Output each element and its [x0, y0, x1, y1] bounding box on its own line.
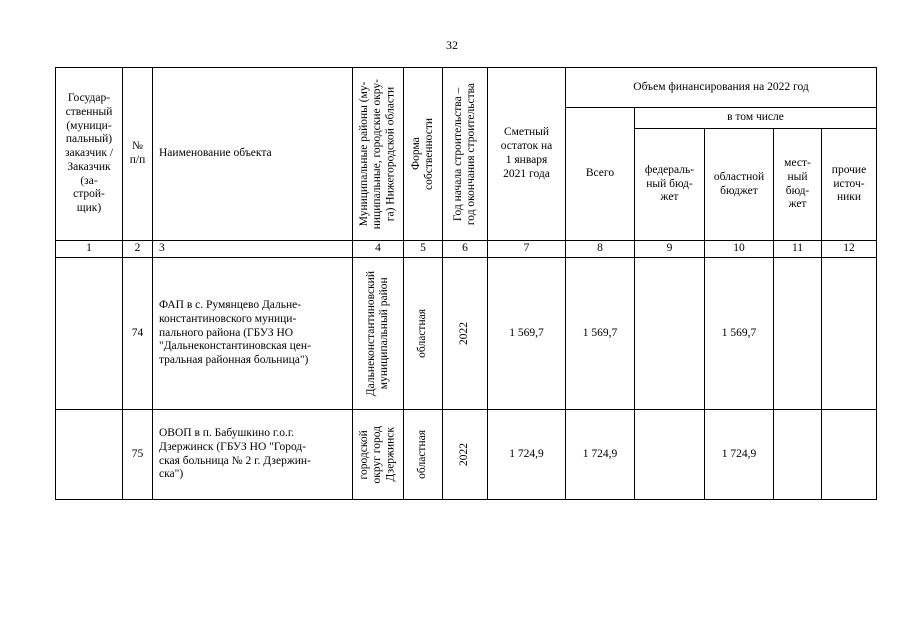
column-number: 7: [488, 241, 566, 258]
column-number: 5: [404, 241, 443, 258]
column-number: 12: [822, 241, 877, 258]
header-districts-text: Муниципальные районы (му- ниципальные, городские окру- га) Нижегородской области: [358, 78, 397, 230]
column-number: 8: [566, 241, 635, 258]
column-number: 3: [153, 241, 353, 258]
cell-object-name: ОВОП в п. Бабушкино г.о.г. Дзержинск (ГБУЗ НО "Город- ская больница № 2 г. Дзержин- ска"): [153, 410, 353, 500]
cell-regional: 1 724,9: [705, 410, 774, 500]
header-other: прочие источ- ники: [822, 129, 877, 241]
cell-ownership: [404, 258, 443, 410]
header-including: в том числе: [635, 108, 877, 129]
cell-year-text: 2022: [458, 322, 471, 345]
cell-customer: [56, 258, 123, 410]
table-row: [56, 258, 877, 410]
cell-year: [443, 258, 488, 410]
column-number: 4: [353, 241, 404, 258]
cell-estimate: 1 569,7: [488, 258, 566, 410]
header-ownership-text: Форма собственности: [409, 118, 435, 190]
column-number: 1: [56, 241, 123, 258]
cell-num: 74: [123, 258, 153, 410]
cell-year: [443, 410, 488, 500]
header-funding: Объем финансирования на 2022 год: [566, 68, 877, 108]
cell-district: [353, 258, 404, 410]
header-object-name: Наименование объекта: [153, 68, 353, 241]
header-estimate: Сметный остаток на 1 января 2021 года: [488, 68, 566, 241]
cell-other: [822, 410, 877, 500]
cell-ownership: [404, 410, 443, 500]
financing-table: [55, 67, 877, 500]
header-local: мест- ный бюд- жет: [774, 129, 822, 241]
header-ownership: [404, 68, 443, 241]
cell-district: [353, 410, 404, 500]
cell-other: [822, 258, 877, 410]
column-number: 2: [123, 241, 153, 258]
header-districts: [353, 68, 404, 241]
cell-federal: [635, 258, 705, 410]
cell-ownership-text: областная: [416, 430, 429, 479]
column-number: 11: [774, 241, 822, 258]
cell-object-name: ФАП в с. Румянцево Дальне- константиновского муници- пального района (ГБУЗ НО "Дальнеконстантиновская цен- тральная районная больница"): [153, 258, 353, 410]
cell-total: 1 724,9: [566, 410, 635, 500]
cell-estimate: 1 724,9: [488, 410, 566, 500]
header-years-text: Год начала строительства – год окончания строительства: [451, 82, 477, 226]
column-number: 9: [635, 241, 705, 258]
header-federal: федераль- ный бюд- жет: [635, 129, 705, 241]
cell-regional: 1 569,7: [705, 258, 774, 410]
table-row: [56, 410, 877, 500]
column-number: 10: [705, 241, 774, 258]
header-years: [443, 68, 488, 241]
column-number: 6: [443, 241, 488, 258]
cell-district-text: городской округ город Дзержинск: [358, 425, 397, 484]
column-number-row: [56, 241, 877, 258]
cell-ownership-text: областная: [416, 309, 429, 358]
page-number: 32: [446, 38, 458, 52]
cell-year-text: 2022: [458, 443, 471, 466]
header-total: Всего: [566, 108, 635, 241]
cell-local: [774, 410, 822, 500]
cell-district-text: Дальнеконстантиновский муниципальный район: [364, 270, 390, 397]
cell-customer: [56, 410, 123, 500]
header-customer: Государ- ственный (муници- пальный) заказчик / Заказчик (за- строй- щик): [56, 68, 123, 241]
cell-local: [774, 258, 822, 410]
header-num: № п/п: [123, 68, 153, 241]
cell-total: 1 569,7: [566, 258, 635, 410]
cell-num: 75: [123, 410, 153, 500]
cell-federal: [635, 410, 705, 500]
header-regional: областной бюджет: [705, 129, 774, 241]
